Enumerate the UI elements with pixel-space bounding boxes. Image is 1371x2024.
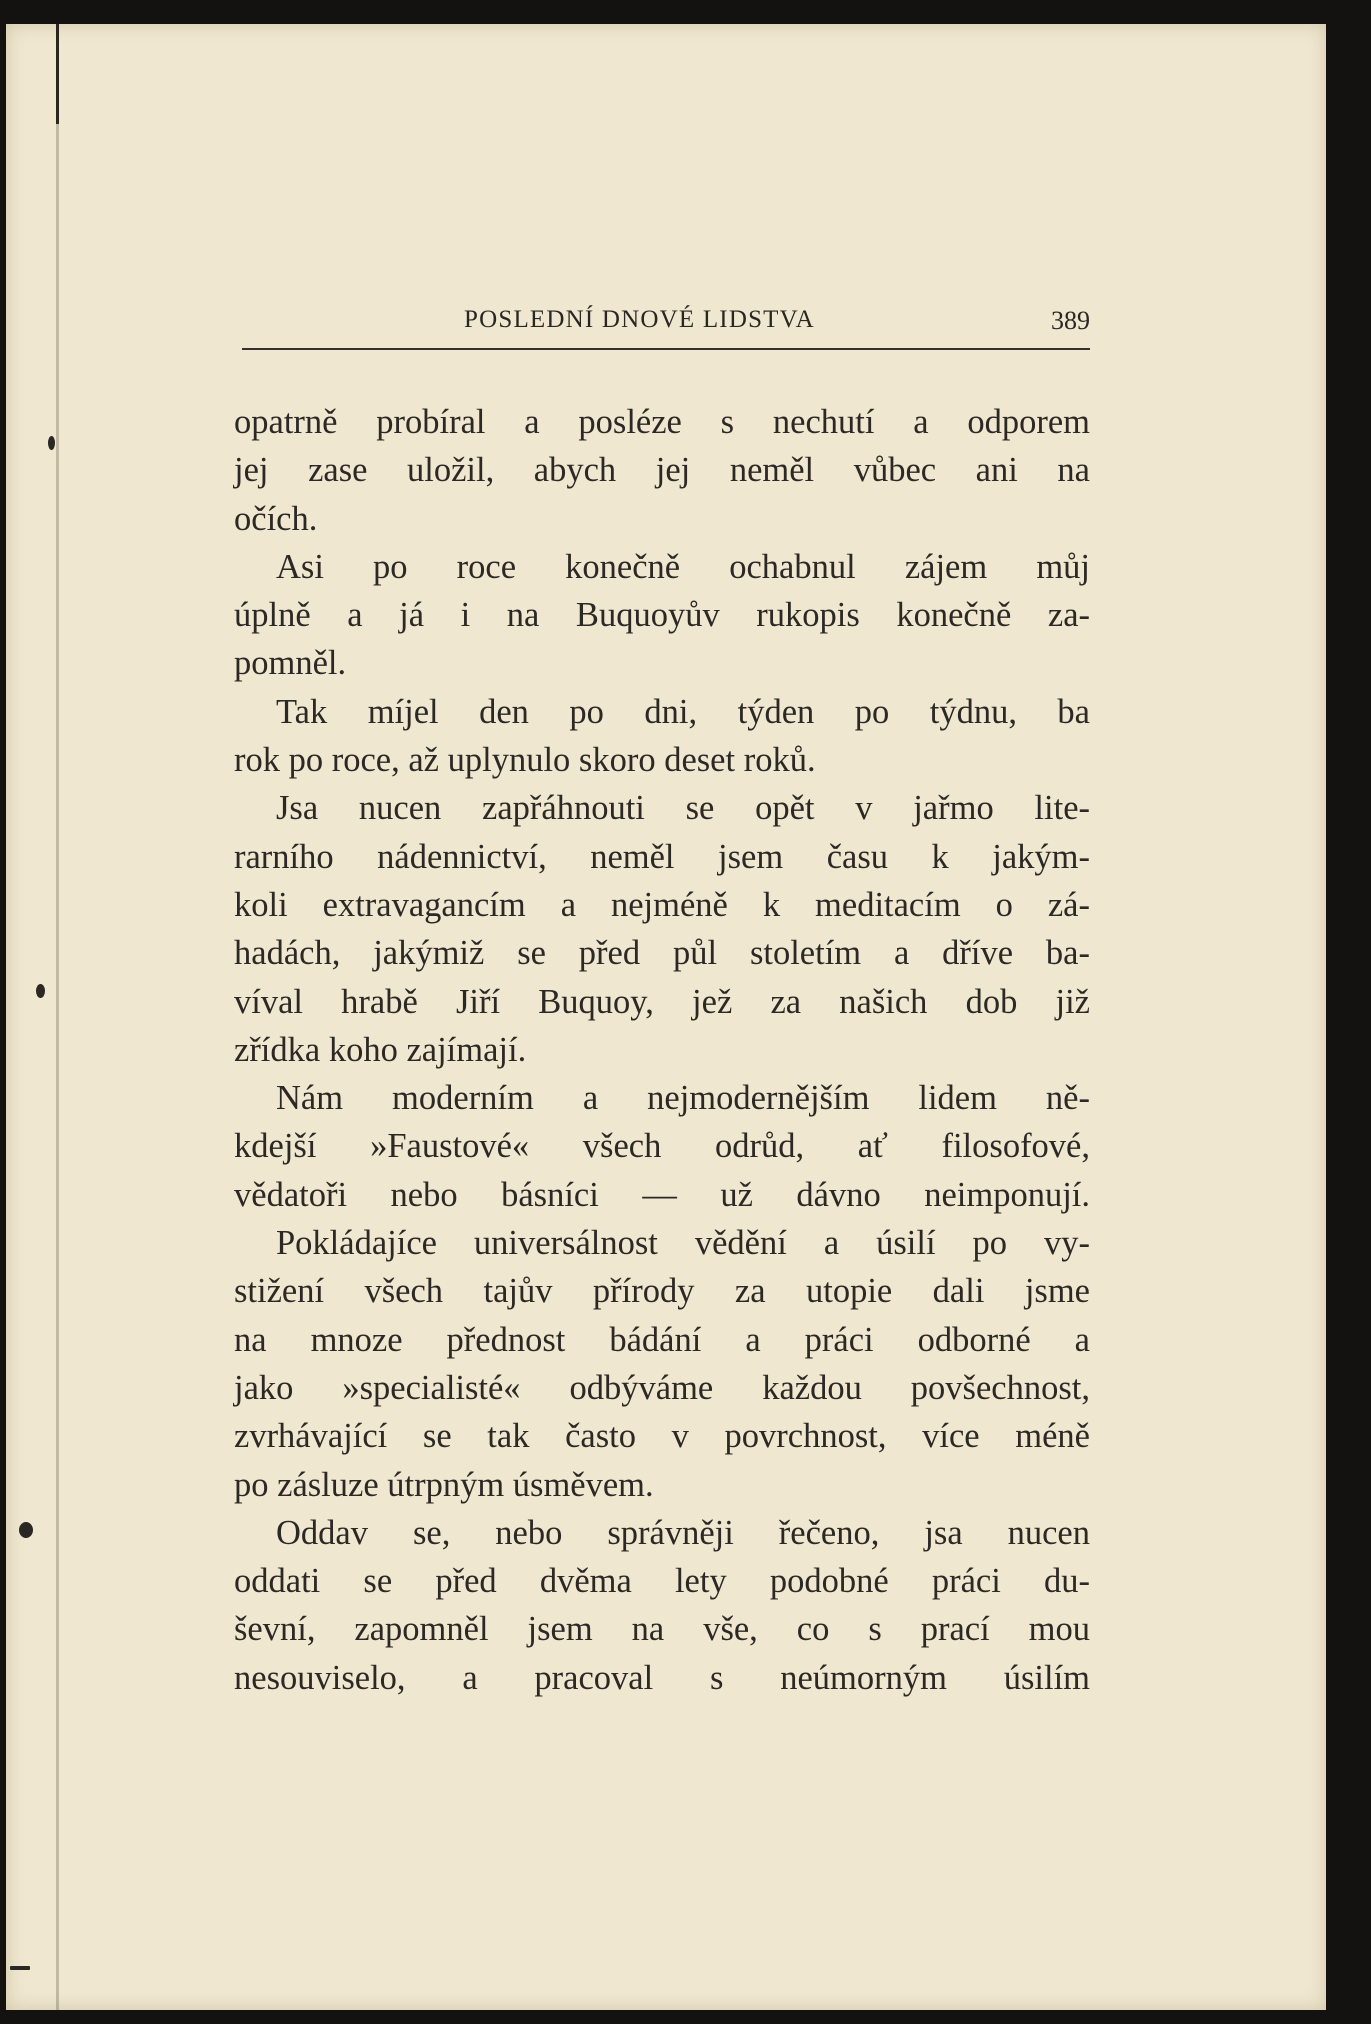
text-line: po zásluze útrpným úsměvem. bbox=[234, 1465, 654, 1504]
text-line: opatrně probíral a posléze s nechutí a odporem bbox=[234, 403, 1090, 441]
text-line: rok po roce, až uplynulo skoro deset roků. bbox=[234, 741, 816, 780]
body-text bbox=[234, 398, 1090, 1702]
text-line: oddati se před dvěma lety podobné práci du- bbox=[234, 1562, 1090, 1601]
text-line: na mnoze přednost bádání a práci odborné a bbox=[234, 1320, 1090, 1359]
text-line: zřídka koho zajímají. bbox=[234, 1030, 527, 1069]
running-title: POSLEDNÍ DNOVÉ LIDSTVA bbox=[464, 306, 815, 333]
text-line: jako »specialisté« odbýváme každou povšechnost, bbox=[234, 1368, 1090, 1407]
text-line: koli extravagancím a nejméně k meditacím o zá- bbox=[234, 885, 1090, 924]
text-line: pomněl. bbox=[234, 644, 347, 683]
book-page bbox=[6, 24, 1326, 2010]
ink-spot bbox=[36, 984, 45, 998]
text-line: hadách, jakýmiž se před půl stoletím a dříve ba- bbox=[234, 934, 1090, 973]
text-line: víval hrabě Jiří Buquoy, jež za našich dob již bbox=[234, 982, 1090, 1021]
text-line: vědatoři nebo básníci — už dávno neimponují. bbox=[234, 1175, 1090, 1214]
page-binding-edge bbox=[56, 24, 59, 2010]
text-line: Tak míjel den po dni, týden po týdnu, ba bbox=[276, 692, 1090, 731]
text-line: stižení všech tajův přírody za utopie dali jsme bbox=[234, 1272, 1090, 1311]
ink-spot bbox=[19, 1522, 33, 1538]
text-line: Nám moderním a nejmodernějším lidem ně- bbox=[276, 1079, 1090, 1118]
page-number: 389 bbox=[1051, 306, 1090, 335]
text-line: nesouviselo, a pracoval s neúmorným úsilím bbox=[234, 1658, 1090, 1697]
page-header bbox=[242, 286, 1090, 335]
text-line: očích. bbox=[234, 499, 318, 538]
text-line: Jsa nucen zapřáhnouti se opět v jařmo lite- bbox=[276, 789, 1090, 828]
ink-dash bbox=[10, 1966, 30, 1970]
text-line: zvrhávající se tak často v povrchnost, více méně bbox=[234, 1417, 1090, 1456]
text-line: jej zase uložil, abych jej neměl vůbec ani na bbox=[234, 451, 1090, 490]
text-line: ševní, zapomněl jsem na vše, co s prací mou bbox=[234, 1610, 1090, 1649]
ink-spot bbox=[48, 436, 55, 450]
text-line: rarního nádennictví, neměl jsem času k jakým- bbox=[234, 837, 1090, 876]
text-line: Pokládajíce universálnost vědění a úsilí po vy- bbox=[276, 1224, 1090, 1263]
text-line: Asi po roce konečně ochabnul zájem můj bbox=[276, 547, 1090, 586]
text-line: Oddav se, nebo správněji řečeno, jsa nucen bbox=[276, 1513, 1090, 1552]
text-line: úplně a já i na Buquoyův rukopis konečně za- bbox=[234, 596, 1090, 635]
text-line: kdejší »Faustové« všech odrůd, ať filosofové, bbox=[234, 1127, 1090, 1166]
header-rule bbox=[242, 348, 1090, 350]
